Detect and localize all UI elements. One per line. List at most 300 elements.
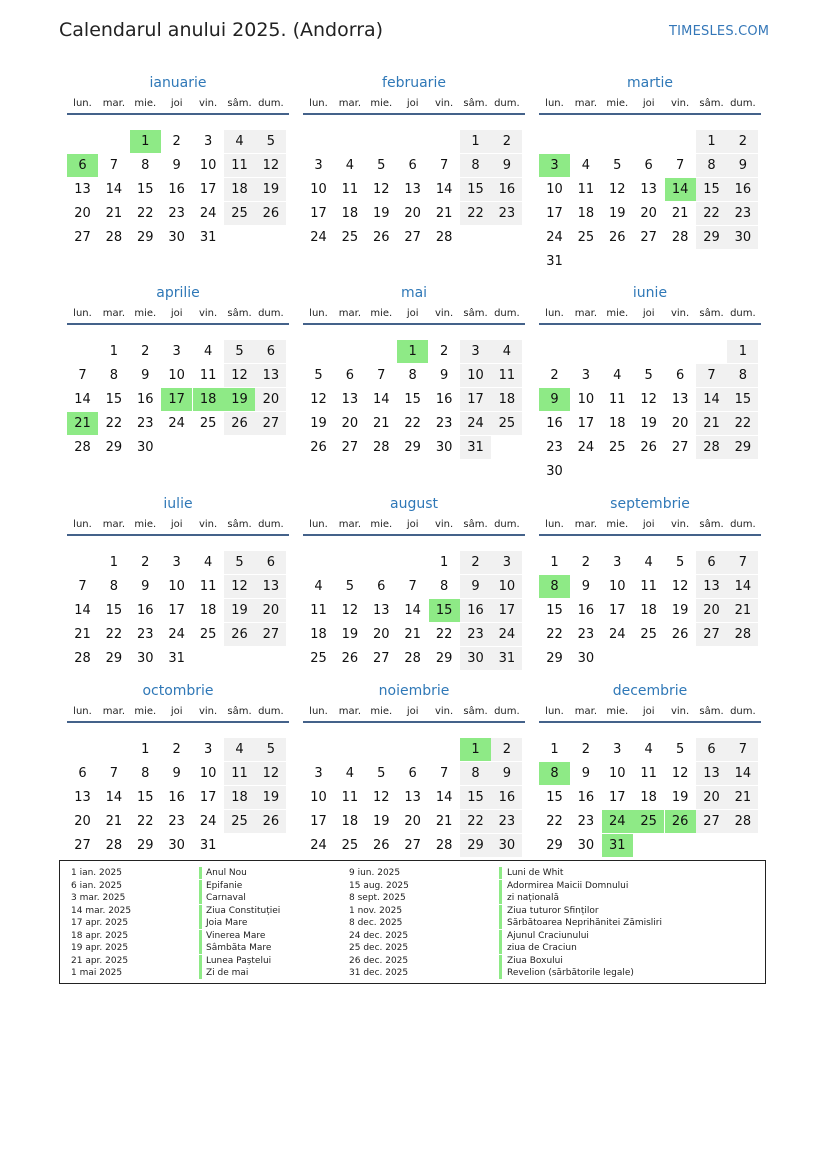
weekday-label: sâm. <box>463 308 488 319</box>
day-cell: 31 <box>199 230 217 245</box>
weekday-label: lun. <box>309 98 328 109</box>
day-cell: 22 <box>435 627 453 642</box>
day-cell: 15 <box>404 392 421 407</box>
day-cell: 12 <box>341 603 359 618</box>
day-cell: 1 <box>727 340 758 363</box>
day-cell: 26 <box>640 440 657 455</box>
day-cell: 26 <box>310 440 327 455</box>
month-title: aprilie <box>156 285 200 301</box>
weekday-label: vin. <box>434 308 454 319</box>
holiday-cell: 17 <box>161 388 192 411</box>
weekday-label: mie. <box>134 98 157 109</box>
legend-date: 3 mar. 2025 <box>71 893 126 903</box>
day-cell: 22 <box>137 814 154 829</box>
day-cell: 29 <box>137 838 154 853</box>
day-cell: 28 <box>435 838 453 853</box>
day-cell: 20 <box>74 206 91 221</box>
weekday-label: joi <box>170 706 183 717</box>
day-cell: 9 <box>439 368 449 383</box>
day-cell: 20 <box>341 416 359 431</box>
day-cell: 10 <box>199 158 217 173</box>
legend-marker <box>199 880 202 892</box>
weekday-label: vin. <box>198 308 218 319</box>
weekday-label: mar. <box>102 519 126 530</box>
day-cell: 17 <box>609 790 626 805</box>
holiday-cell: 26 <box>665 810 696 833</box>
header-rule <box>67 113 289 115</box>
weekday-label: lun. <box>545 519 564 530</box>
day-cell: 24 <box>310 230 327 245</box>
site-link[interactable]: TIMESLES.COM <box>669 24 770 39</box>
day-cell: 27 <box>341 440 359 455</box>
day-cell: 23 <box>546 440 563 455</box>
header-rule <box>303 113 525 115</box>
day-cell: 25 <box>640 627 657 642</box>
legend-holiday-name: Luni de Whit <box>507 868 564 878</box>
day-cell: 30 <box>137 651 154 666</box>
day-cell: 11 <box>341 182 359 197</box>
weekday-label: vin. <box>670 308 690 319</box>
day-cell: 26 <box>255 202 286 225</box>
legend-marker <box>199 917 202 929</box>
legend-holiday-name: Ziua Boxului <box>507 955 563 966</box>
weekday-label: mie. <box>606 706 629 717</box>
legend-marker <box>499 930 502 942</box>
day-cell: 11 <box>199 579 217 594</box>
day-cell: 29 <box>105 440 123 455</box>
legend-holiday-name: Zi de mai <box>206 968 249 978</box>
day-cell: 13 <box>404 790 421 805</box>
day-cell: 6 <box>675 368 685 383</box>
day-cell: 29 <box>546 651 563 666</box>
weekday-label: joi <box>642 98 655 109</box>
day-cell: 10 <box>168 579 185 594</box>
month-title: septembrie <box>610 496 690 512</box>
day-cell: 7 <box>675 158 685 173</box>
day-cell: 9 <box>172 766 181 781</box>
day-cell: 15 <box>727 388 758 411</box>
day-cell: 12 <box>640 392 657 407</box>
day-cell: 11 <box>609 392 626 407</box>
day-cell: 26 <box>224 412 255 435</box>
day-cell: 5 <box>255 738 286 761</box>
day-cell: 31 <box>546 254 563 269</box>
day-cell: 28 <box>74 440 91 455</box>
legend-holiday-name: Epifanie <box>206 880 243 891</box>
day-cell: 13 <box>640 182 657 197</box>
day-cell: 6 <box>408 158 417 173</box>
day-cell: 22 <box>546 814 563 829</box>
day-cell: 30 <box>168 838 185 853</box>
day-cell: 4 <box>613 368 622 383</box>
day-cell: 16 <box>577 790 595 805</box>
day-cell: 22 <box>727 412 758 435</box>
weekday-label: vin. <box>198 98 218 109</box>
day-cell: 30 <box>168 230 185 245</box>
weekday-label: mie. <box>370 706 393 717</box>
day-cell: 3 <box>581 368 591 383</box>
weekday-label: dum. <box>730 519 756 530</box>
holiday-cell: 21 <box>67 412 98 435</box>
day-cell: 14 <box>74 603 91 618</box>
weekday-label: lun. <box>545 98 564 109</box>
day-cell: 22 <box>404 416 421 431</box>
day-cell: 2 <box>581 555 591 570</box>
month-title: noiembrie <box>378 683 450 699</box>
day-cell: 13 <box>696 762 727 785</box>
day-cell: 2 <box>550 368 559 383</box>
day-cell: 16 <box>168 182 185 197</box>
legend-marker <box>499 867 502 879</box>
day-cell: 28 <box>727 810 758 833</box>
day-cell: 16 <box>577 603 595 618</box>
day-cell: 27 <box>74 230 91 245</box>
legend-date: 25 dec. 2025 <box>349 943 409 953</box>
day-cell: 19 <box>341 627 359 642</box>
day-cell: 28 <box>435 230 453 245</box>
header-rule <box>539 323 761 325</box>
legend-date: 26 dec. 2025 <box>349 955 409 966</box>
day-cell: 12 <box>310 392 327 407</box>
day-cell: 18 <box>224 178 255 201</box>
day-cell: 29 <box>404 440 421 455</box>
day-cell: 18 <box>640 603 657 618</box>
day-cell: 13 <box>341 392 359 407</box>
day-cell: 21 <box>404 627 421 642</box>
day-cell: 20 <box>696 786 727 809</box>
day-cell: 9 <box>581 579 591 594</box>
month-title: august <box>390 496 438 512</box>
weekday-label: mie. <box>370 308 393 319</box>
legend-date: 6 ian. 2025 <box>71 880 122 891</box>
header-rule <box>67 534 289 536</box>
day-cell: 11 <box>577 182 595 197</box>
weekday-label: dum. <box>494 706 520 717</box>
day-cell: 14 <box>435 182 453 197</box>
day-cell: 10 <box>491 575 522 598</box>
weekday-label: lun. <box>73 519 92 530</box>
weekday-label: vin. <box>434 98 454 109</box>
day-cell: 9 <box>172 158 181 173</box>
header-rule <box>539 534 761 536</box>
weekday-label: mar. <box>338 706 362 717</box>
weekday-label: mie. <box>606 98 629 109</box>
weekday-label: joi <box>170 98 183 109</box>
legend-marker <box>499 905 502 917</box>
weekday-label: vin. <box>198 706 218 717</box>
day-cell: 11 <box>199 368 217 383</box>
day-cell: 19 <box>640 416 657 431</box>
day-cell: 2 <box>141 344 150 359</box>
day-cell: 7 <box>109 158 119 173</box>
weekday-label: sâm. <box>463 98 488 109</box>
day-cell: 6 <box>345 368 355 383</box>
weekday-label: mie. <box>370 519 393 530</box>
day-cell: 26 <box>373 838 390 853</box>
weekday-label: vin. <box>670 706 690 717</box>
day-cell: 14 <box>696 388 727 411</box>
day-cell: 20 <box>671 416 689 431</box>
day-cell: 28 <box>105 230 123 245</box>
day-cell: 2 <box>172 742 181 757</box>
day-cell: 7 <box>78 579 87 594</box>
weekday-label: sâm. <box>699 98 724 109</box>
day-cell: 4 <box>224 738 255 761</box>
day-cell: 24 <box>609 627 626 642</box>
holiday-cell: 19 <box>224 388 255 411</box>
day-cell: 26 <box>255 810 286 833</box>
day-cell: 22 <box>460 202 491 225</box>
day-cell: 30 <box>577 651 595 666</box>
holiday-cell: 8 <box>539 762 570 785</box>
day-cell: 22 <box>137 206 154 221</box>
day-cell: 30 <box>491 834 522 857</box>
weekday-label: vin. <box>434 706 454 717</box>
day-cell: 8 <box>141 766 150 781</box>
day-cell: 1 <box>439 555 449 570</box>
day-cell: 23 <box>168 206 185 221</box>
legend-holiday-name: Ziua Constituției <box>206 905 281 916</box>
day-cell: 21 <box>671 206 689 221</box>
day-cell: 30 <box>137 440 154 455</box>
legend-holiday-name: Joia Mare <box>206 918 248 928</box>
holiday-cell: 31 <box>602 834 633 857</box>
day-cell: 24 <box>199 206 217 221</box>
day-cell: 21 <box>74 627 91 642</box>
day-cell: 25 <box>224 810 255 833</box>
legend-date: 1 nov. 2025 <box>349 905 403 916</box>
weekday-label: mie. <box>134 308 157 319</box>
legend-marker <box>199 892 202 904</box>
day-cell: 19 <box>373 814 390 829</box>
holiday-cell: 8 <box>539 575 570 598</box>
day-cell: 8 <box>109 368 119 383</box>
day-cell: 25 <box>491 412 522 435</box>
weekday-label: joi <box>170 519 183 530</box>
day-cell: 16 <box>137 603 154 618</box>
day-cell: 20 <box>404 814 421 829</box>
day-cell: 28 <box>373 440 390 455</box>
day-cell: 3 <box>491 551 522 574</box>
day-cell: 24 <box>168 416 185 431</box>
holiday-cell: 15 <box>429 599 460 622</box>
day-cell: 25 <box>341 230 359 245</box>
legend-date: 9 iun. 2025 <box>349 868 401 878</box>
weekday-label: mar. <box>574 706 598 717</box>
header-rule <box>539 113 761 115</box>
day-cell: 27 <box>404 230 421 245</box>
day-cell: 15 <box>546 603 563 618</box>
day-cell: 28 <box>404 651 421 666</box>
day-cell: 9 <box>581 766 591 781</box>
day-cell: 12 <box>224 575 255 598</box>
header-rule <box>67 323 289 325</box>
day-cell: 28 <box>696 436 727 459</box>
day-cell: 9 <box>141 579 150 594</box>
legend-date: 14 mar. 2025 <box>71 905 132 916</box>
day-cell: 17 <box>310 206 327 221</box>
day-cell: 31 <box>199 838 217 853</box>
legend-date: 19 apr. 2025 <box>71 943 129 953</box>
weekday-label: joi <box>406 98 419 109</box>
day-cell: 31 <box>168 651 185 666</box>
holiday-cell: 1 <box>397 340 428 363</box>
day-cell: 2 <box>141 555 150 570</box>
day-cell: 26 <box>341 651 359 666</box>
legend-marker <box>199 930 202 942</box>
day-cell: 16 <box>546 416 563 431</box>
day-cell: 9 <box>727 154 758 177</box>
day-cell: 6 <box>696 738 727 761</box>
day-cell: 18 <box>341 206 359 221</box>
day-cell: 17 <box>168 603 185 618</box>
legend-marker <box>199 967 202 979</box>
day-cell: 21 <box>727 599 758 622</box>
legend-marker <box>199 942 202 954</box>
day-cell: 28 <box>105 838 123 853</box>
day-cell: 2 <box>727 130 758 153</box>
day-cell: 3 <box>613 742 622 757</box>
weekday-label: sâm. <box>699 308 724 319</box>
day-cell: 10 <box>577 392 595 407</box>
day-cell: 19 <box>609 206 626 221</box>
legend-holiday-name: Sărbătoarea Neprihănitei Zămisliri <box>507 918 662 928</box>
legend-date: 1 mai 2025 <box>71 968 123 978</box>
day-cell: 20 <box>404 206 421 221</box>
day-cell: 7 <box>439 766 449 781</box>
legend-date: 15 aug. 2025 <box>349 880 409 891</box>
day-cell: 10 <box>310 182 327 197</box>
day-cell: 10 <box>310 790 327 805</box>
holiday-cell: 6 <box>67 154 98 177</box>
day-cell: 12 <box>255 154 286 177</box>
day-cell: 23 <box>460 623 491 646</box>
day-cell: 5 <box>675 555 685 570</box>
day-cell: 3 <box>172 344 181 359</box>
day-cell: 7 <box>727 551 758 574</box>
day-cell: 23 <box>577 814 595 829</box>
day-cell: 6 <box>377 579 386 594</box>
weekday-label: sâm. <box>227 706 252 717</box>
day-cell: 30 <box>727 226 758 249</box>
day-cell: 5 <box>377 158 386 173</box>
day-cell: 27 <box>255 623 286 646</box>
day-cell: 4 <box>491 340 522 363</box>
weekday-label: lun. <box>73 308 92 319</box>
day-cell: 4 <box>224 130 255 153</box>
day-cell: 30 <box>435 440 453 455</box>
weekday-label: lun. <box>309 706 328 717</box>
month-title: decembrie <box>612 683 688 699</box>
day-cell: 8 <box>460 762 491 785</box>
month-title: mai <box>400 285 428 301</box>
weekday-label: sâm. <box>227 519 252 530</box>
day-cell: 19 <box>255 178 286 201</box>
weekday-label: mar. <box>102 98 126 109</box>
day-cell: 2 <box>172 134 181 149</box>
day-cell: 4 <box>345 158 355 173</box>
day-cell: 17 <box>491 599 522 622</box>
day-cell: 21 <box>105 814 123 829</box>
day-cell: 20 <box>696 599 727 622</box>
day-cell: 8 <box>439 579 449 594</box>
day-cell: 28 <box>671 230 689 245</box>
day-cell: 18 <box>491 388 522 411</box>
legend-holiday-name: Anul Nou <box>206 868 247 878</box>
day-cell: 14 <box>105 182 123 197</box>
weekday-label: dum. <box>494 519 520 530</box>
day-cell: 19 <box>255 786 286 809</box>
day-cell: 5 <box>255 130 286 153</box>
legend-date: 1 ian. 2025 <box>71 868 122 878</box>
day-cell: 18 <box>341 814 359 829</box>
month-title: iunie <box>632 285 668 301</box>
weekday-label: joi <box>642 519 655 530</box>
day-cell: 26 <box>671 627 689 642</box>
day-cell: 3 <box>314 158 323 173</box>
day-cell: 27 <box>255 412 286 435</box>
weekday-label: vin. <box>670 519 690 530</box>
day-cell: 5 <box>224 340 255 363</box>
header-rule <box>303 323 525 325</box>
day-cell: 5 <box>314 368 323 383</box>
day-cell: 4 <box>345 766 355 781</box>
legend-date: 24 dec. 2025 <box>349 930 409 941</box>
day-cell: 6 <box>255 340 286 363</box>
legend-holiday-name: Carnaval <box>206 893 246 903</box>
weekday-label: dum. <box>258 98 284 109</box>
day-cell: 24 <box>491 623 522 646</box>
day-cell: 14 <box>373 392 390 407</box>
day-cell: 21 <box>435 206 453 221</box>
day-cell: 6 <box>644 158 653 173</box>
weekday-label: mar. <box>338 98 362 109</box>
day-cell: 15 <box>696 178 727 201</box>
day-cell: 20 <box>640 206 657 221</box>
day-cell: 12 <box>671 579 689 594</box>
holiday-cell: 14 <box>665 178 696 201</box>
day-cell: 29 <box>696 226 727 249</box>
weekday-label: mar. <box>102 308 126 319</box>
legend-marker <box>199 867 202 879</box>
weekday-label: mar. <box>102 706 126 717</box>
weekday-label: mie. <box>134 706 157 717</box>
legend-holiday-name: Vinerea Mare <box>206 930 266 941</box>
day-cell: 9 <box>460 575 491 598</box>
day-cell: 22 <box>460 810 491 833</box>
day-cell: 23 <box>137 627 154 642</box>
day-cell: 8 <box>141 158 150 173</box>
day-cell: 15 <box>137 182 154 197</box>
header-rule <box>303 534 525 536</box>
day-cell: 29 <box>137 230 154 245</box>
day-cell: 7 <box>408 579 417 594</box>
weekday-label: dum. <box>494 98 520 109</box>
day-cell: 19 <box>671 790 689 805</box>
day-cell: 14 <box>727 575 758 598</box>
day-cell: 14 <box>727 762 758 785</box>
day-cell: 26 <box>609 230 626 245</box>
legend-marker <box>499 967 502 979</box>
day-cell: 1 <box>109 344 119 359</box>
header-rule <box>67 721 289 723</box>
holiday-cell: 1 <box>460 738 491 761</box>
day-cell: 24 <box>546 230 563 245</box>
day-cell: 21 <box>727 786 758 809</box>
day-cell: 10 <box>460 364 491 387</box>
day-cell: 18 <box>640 790 657 805</box>
weekday-label: lun. <box>545 706 564 717</box>
